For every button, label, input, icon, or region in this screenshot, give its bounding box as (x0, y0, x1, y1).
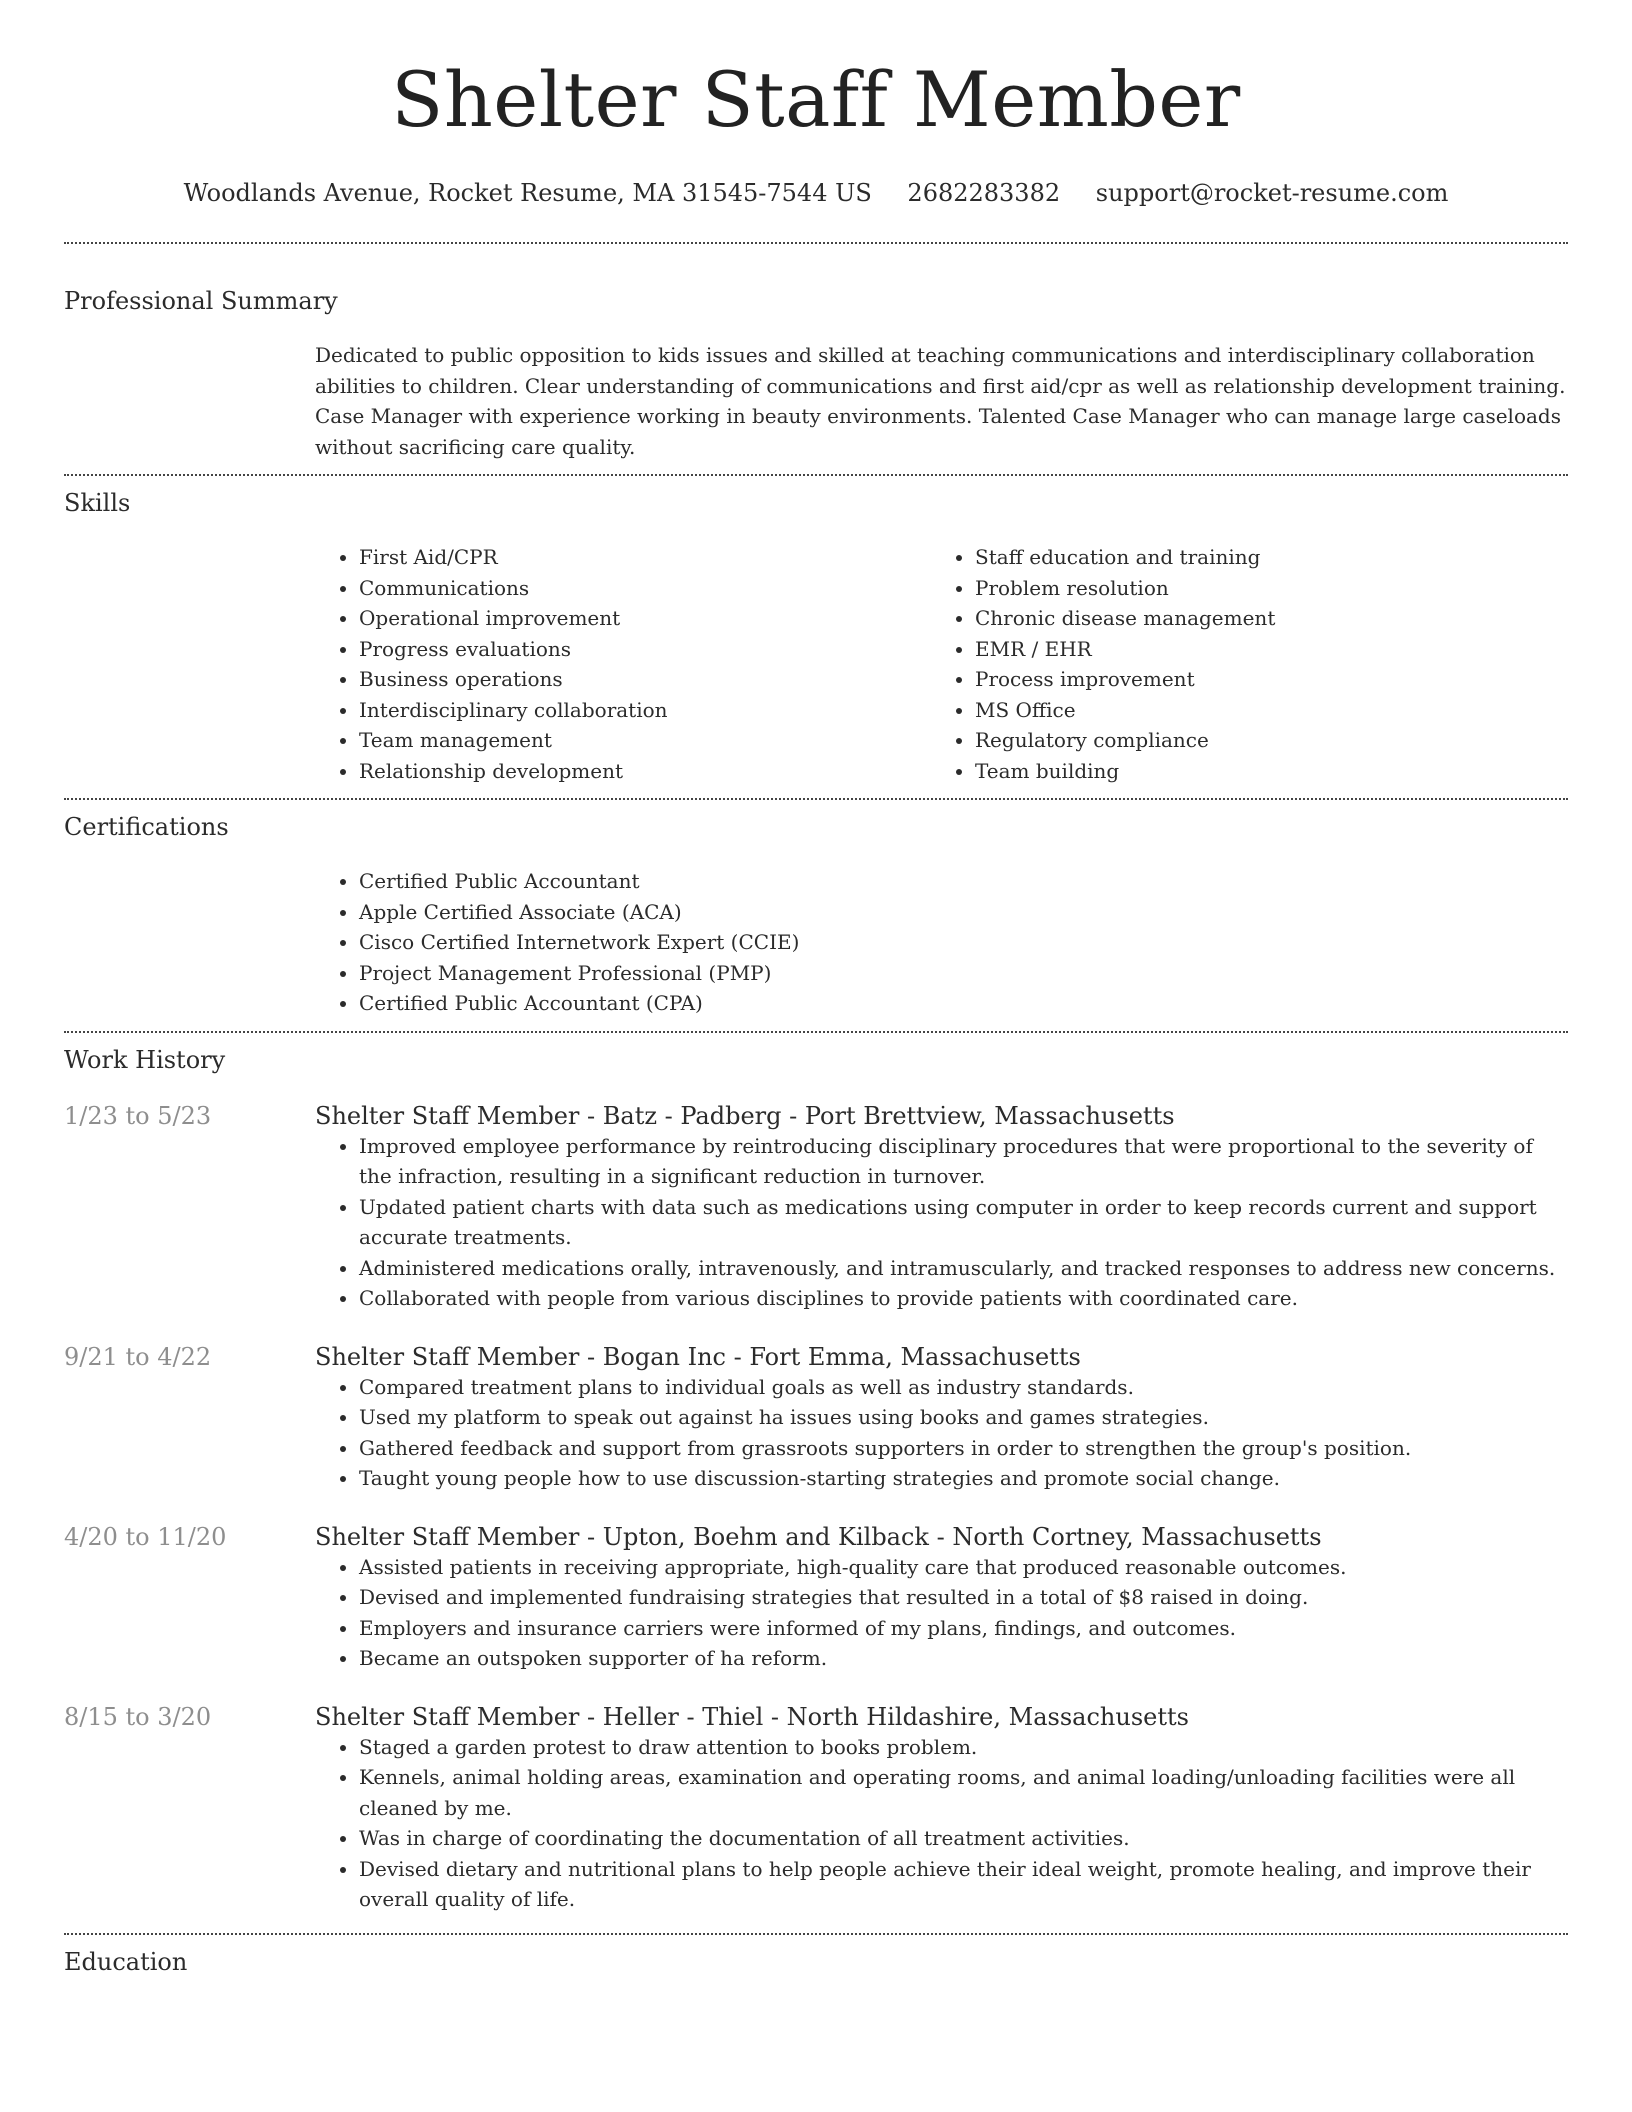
job-title: Shelter Staff Member - Batz - Padberg - Port Brettview, Massachusetts (315, 1101, 1175, 1130)
skill-item: • Team management (359, 725, 931, 756)
job-title: Shelter Staff Member - Heller - Thiel - North Hildashire, Massachusetts (315, 1702, 1189, 1731)
section-title-work-history: Work History (64, 1045, 226, 1074)
job-entry (64, 1522, 1568, 1674)
certifications-list (315, 866, 1568, 1019)
skill-item: • Staff education and training (975, 542, 1568, 573)
skill-item: • EMR / EHR (975, 634, 1568, 665)
job-bullet: • Was in charge of coordinating the documentation of all treatment activities. (359, 1823, 1568, 1854)
skills-column-right (931, 542, 1568, 786)
job-bullet: • Devised and implemented fundraising strategies that resulted in a total of $8 raised in doing. (359, 1582, 1568, 1613)
skill-item: • Business operations (359, 664, 931, 695)
job-bullet: • Gathered feedback and support from grassroots supporters in order to strengthen the group's position. (359, 1433, 1568, 1464)
job-bullet: • Compared treatment plans to individual goals as well as industry standards. (359, 1372, 1568, 1403)
job-bullets (315, 1372, 1568, 1494)
skills-column-left (315, 542, 931, 786)
job-bullet: • Updated patient charts with data such as medications using computer in order to keep records current and support accurate treatments. (359, 1192, 1568, 1253)
skill-item: • Team building (975, 756, 1568, 787)
job-bullet: • Taught young people how to use discussion-starting strategies and promote social change. (359, 1463, 1568, 1494)
certification-item: • Apple Certified Associate (ACA) (359, 897, 1568, 928)
job-entry (64, 1702, 1568, 1915)
certification-item: • Certified Public Accountant (359, 866, 1568, 897)
contact-phone: 2682283382 (907, 179, 1061, 207)
skills-list (315, 542, 1568, 786)
skill-item: • First Aid/CPR (359, 542, 931, 573)
job-bullet: • Became an outspoken supporter of ha reform. (359, 1643, 1568, 1674)
job-details (315, 1522, 1568, 1674)
job-entry (64, 1101, 1568, 1314)
section-divider (64, 474, 1568, 476)
job-details (315, 1702, 1568, 1915)
section-divider (64, 1933, 1568, 1935)
skill-item: • MS Office (975, 695, 1568, 726)
job-details (315, 1101, 1568, 1314)
skill-item: • Problem resolution (975, 573, 1568, 604)
section-divider (64, 242, 1568, 244)
resume-title: Shelter Staff Member (391, 55, 1241, 144)
section-title-certifications: Certifications (64, 813, 229, 841)
skill-item: • Interdisciplinary collaboration (359, 695, 931, 726)
certification-item: • Certified Public Accountant (CPA) (359, 988, 1568, 1019)
job-bullet: • Devised dietary and nutritional plans to help people achieve their ideal weight, promote healing, and improve their overall quality of life. (359, 1854, 1568, 1915)
job-bullets (315, 1732, 1568, 1915)
job-title: Shelter Staff Member - Upton, Boehm and Kilback - North Cortney, Massachusetts (315, 1522, 1322, 1551)
certifications-bullets (315, 866, 1568, 1019)
job-bullet: • Used my platform to speak out against ha issues using books and games strategies. (359, 1402, 1568, 1433)
skill-item: • Operational improvement (359, 603, 931, 634)
section-title-skills: Skills (64, 489, 131, 517)
skill-item: • Process improvement (975, 664, 1568, 695)
certification-item: • Cisco Certified Internetwork Expert (CCIE) (359, 927, 1568, 958)
job-details (315, 1342, 1568, 1494)
contact-info (64, 178, 1568, 208)
contact-address: Woodlands Avenue, Rocket Resume, MA 31545-7544 US (183, 179, 872, 207)
contact-email: support@rocket-resume.com (1095, 179, 1449, 207)
section-title-education: Education (64, 1947, 188, 1976)
section-divider (64, 798, 1568, 800)
job-bullet: • Collaborated with people from various disciplines to provide patients with coordinated care. (359, 1283, 1568, 1314)
job-dates: 4/20 to 11/20 (64, 1522, 227, 1551)
skill-item: • Progress evaluations (359, 634, 931, 665)
job-dates: 8/15 to 3/20 (64, 1702, 212, 1731)
skill-item: • Relationship development (359, 756, 931, 787)
section-divider (64, 1031, 1568, 1033)
job-entry (64, 1342, 1568, 1494)
job-bullet: • Employers and insurance carriers were informed of my plans, findings, and outcomes. (359, 1613, 1568, 1644)
job-bullet: • Staged a garden protest to draw attention to books problem. (359, 1732, 1568, 1763)
certification-item: • Project Management Professional (PMP) (359, 958, 1568, 989)
job-bullet: • Improved employee performance by reintroducing disciplinary procedures that were proportional to the severity of the infraction, resulting in a significant reduction in turnover. (359, 1131, 1568, 1192)
job-bullet: • Administered medications orally, intravenously, and intramuscularly, and tracked responses to address new concerns. (359, 1253, 1568, 1284)
job-bullet: • Assisted patients in receiving appropriate, high-quality care that produced reasonable outcomes. (359, 1552, 1568, 1583)
skill-item: • Regulatory compliance (975, 725, 1568, 756)
job-dates: 9/21 to 4/22 (64, 1342, 212, 1371)
skill-item: • Communications (359, 573, 931, 604)
job-bullets (315, 1131, 1568, 1314)
job-title: Shelter Staff Member - Bogan Inc - Fort Emma, Massachusetts (315, 1342, 1081, 1371)
summary-text: Dedicated to public opposition to kids issues and skilled at teaching communications and interdisciplinary collaboration abilities to children. Clear understanding of communications and first aid/cpr as well as relationship development training. Case Manager with experience working in beauty environments. Talented Case Manager who can manage large caseloads without sacrificing care quality. (315, 343, 1566, 459)
skill-item: • Chronic disease management (975, 603, 1568, 634)
job-bullet: • Kennels, animal holding areas, examination and operating rooms, and animal loading/unloading facilities were all cleaned by me. (359, 1762, 1568, 1823)
work-history-list (64, 1101, 1568, 1915)
job-dates: 1/23 to 5/23 (64, 1101, 212, 1130)
job-bullets (315, 1552, 1568, 1674)
section-title-summary: Professional Summary (64, 287, 338, 315)
